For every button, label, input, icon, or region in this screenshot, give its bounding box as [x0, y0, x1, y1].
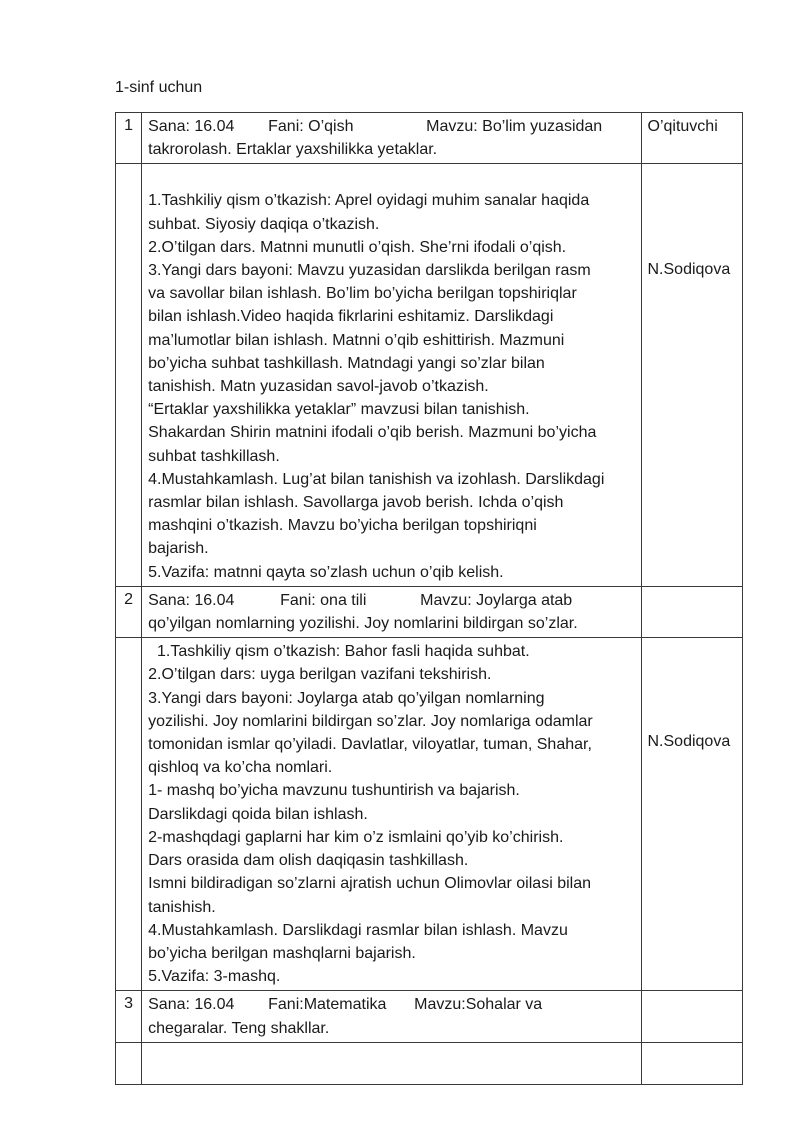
lesson-line: 5.Vazifa: matnni qayta so’zlash uchun o’qib kelish.	[148, 563, 504, 581]
lesson-line: qishloq va ko’cha nomlari.	[148, 759, 333, 777]
teacher-cell-empty	[641, 586, 743, 637]
lesson-line: bo’yicha suhbat tashkillash. Matndagi yangi so’zlar bilan	[148, 354, 545, 372]
lesson-line: 5.Vazifa: 3-mashq.	[148, 968, 281, 986]
lesson-line: 4.Mustahkamlash. Lug’at bilan tanishish va izohlash. Darslikdagi	[148, 470, 605, 488]
table-row	[116, 991, 743, 1042]
lesson-line: yozilishi. Joy nomlarini bildirgan so’zlar. Joy nomlariga odamlar	[148, 712, 593, 730]
lesson-line: bajarish.	[148, 540, 209, 558]
lesson-line: Darslikdagi qoida bilan ishlash.	[148, 805, 368, 823]
lesson-plan-table	[115, 112, 743, 1085]
row-number-empty	[116, 1042, 142, 1084]
table-row	[116, 638, 743, 991]
table-row	[116, 164, 743, 586]
lesson-line: mashqini o’tkazish. Mavzu bo’yicha berilgan topshiriqni	[148, 517, 537, 535]
lesson-line: tanishish.	[148, 898, 216, 916]
lesson-date: Sana: 16.04	[148, 118, 235, 135]
lesson-body	[142, 164, 641, 586]
lesson-line: bo’yicha berilgan mashqlarni bajarish.	[148, 944, 416, 962]
teacher-name: N.Sodiqova	[641, 164, 743, 586]
lesson-header	[142, 991, 641, 1042]
row-number-empty	[116, 638, 142, 991]
lesson-line: tanishish. Matn yuzasidan savol-javob o’tkazish.	[148, 378, 489, 396]
teacher-name: N.Sodiqova	[641, 638, 743, 991]
lesson-line: tomonidan ismlar qo’yiladi. Davlatlar, viloyatlar, tuman, Shahar,	[148, 736, 592, 754]
row-number-empty	[116, 164, 142, 586]
lesson-line: 2.O’tilgan dars: uyga berilgan vazifani tekshirish.	[148, 666, 492, 684]
lesson-line: 2-mashqdagi gaplarni har kim o’z ismlaini qo’yib ko’chirish.	[148, 828, 564, 846]
lesson-topic-continued: takrorolash. Ertaklar yaxshilikka yetaklar.	[148, 141, 438, 159]
lesson-date: Sana: 16.04	[148, 996, 235, 1014]
table-row	[116, 586, 743, 637]
lesson-topic-continued: qo’yilgan nomlarning yozilishi. Joy nomlarini bildirgan so’zlar.	[148, 615, 578, 633]
lesson-topic: Mavzu: Joylarga atab	[420, 591, 573, 609]
lesson-line: rasmlar bilan ishlash. Savollarga javob berish. Ichda o’qish	[148, 494, 564, 512]
lesson-line: 4.Mustahkamlash. Darslikdagi rasmlar bilan ishlash. Mavzu	[148, 921, 568, 939]
row-number: 1	[116, 113, 142, 164]
table-row	[116, 113, 743, 164]
lesson-body-empty	[142, 1042, 641, 1084]
lesson-line: suhbat. Siyosiy daqiqa o’tkazish.	[148, 215, 380, 233]
lesson-date: Sana: 16.04	[148, 591, 235, 609]
lesson-header	[142, 113, 641, 164]
lesson-topic-continued: chegaralar. Teng shakllar.	[148, 1019, 330, 1037]
row-number: 2	[116, 586, 142, 637]
lesson-line: bilan ishlash.Video haqida fikrlarini eshitamiz. Darslikdagi	[148, 308, 554, 326]
lesson-line: 2.O’tilgan dars. Matnni munutli o’qish. She’rni ifodali o’qish.	[148, 238, 567, 256]
lesson-subject: Fani: O’qish	[268, 118, 354, 135]
lesson-header	[142, 586, 641, 637]
lesson-line: Ismni bildiradigan so’zlarni ajratish uchun Olimovlar oilasi bilan	[148, 875, 591, 893]
lesson-line: suhbat tashkillash.	[148, 447, 280, 465]
lesson-line: ma’lumotlar bilan ishlash. Matnni o’qib eshittirish. Mazmuni	[148, 331, 565, 349]
lesson-line: 1.Tashkiliy qism o’tkazish: Bahor fasli haqida suhbat.	[148, 643, 530, 661]
teacher-column-header: O’qituvchi	[641, 113, 743, 164]
page-heading: 1-sinf uchun	[115, 79, 203, 96]
lesson-line: 1- mashq bo’yicha mavzunu tushuntirish va bajarish.	[148, 782, 520, 800]
lesson-line: Dars orasida dam olish daqiqasin tashkillash.	[148, 852, 469, 870]
row-number: 3	[116, 991, 142, 1042]
lesson-line: 3.Yangi dars bayoni: Mavzu yuzasidan darslikda berilgan rasm	[148, 262, 591, 280]
lesson-subject: Fani: ona tili	[280, 591, 367, 609]
lesson-line: 1.Tashkiliy qism o’tkazish: Aprel oyidagi muhim sanalar haqida	[148, 192, 590, 210]
lesson-line: va savollar bilan ishlash. Bo’lim bo’yicha berilgan topshiriqlar	[148, 285, 577, 303]
lesson-body	[142, 638, 641, 991]
lesson-topic: Mavzu:Sohalar va	[414, 996, 543, 1014]
teacher-cell-empty	[641, 991, 743, 1042]
teacher-cell-empty	[641, 1042, 743, 1084]
lesson-line: Shakardan Shirin matnini ifodali o’qib berish. Mazmuni bo’yicha	[148, 424, 597, 442]
lesson-subject: Fani:Matematika	[268, 996, 387, 1014]
lesson-topic: Mavzu: Bo’lim yuzasidan	[426, 118, 603, 135]
lesson-line: 3.Yangi dars bayoni: Joylarga atab qo’yilgan nomlarning	[148, 689, 545, 707]
lesson-line: “Ertaklar yaxshilikka yetaklar” mavzusi bilan tanishish.	[148, 401, 530, 419]
table-row	[116, 1042, 743, 1084]
